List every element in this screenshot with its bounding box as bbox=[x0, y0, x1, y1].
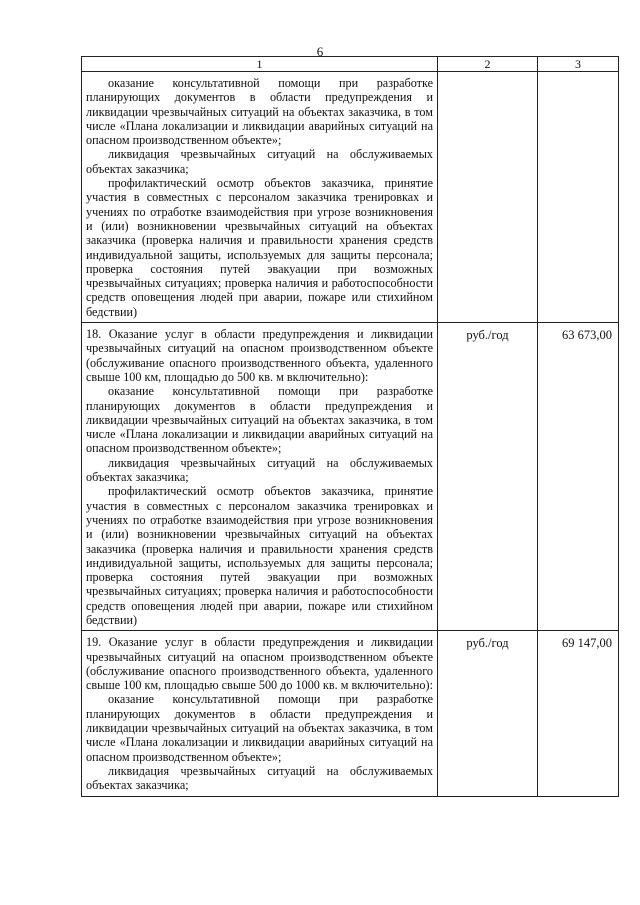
table-row bbox=[82, 631, 619, 796]
unit-cell bbox=[438, 72, 538, 323]
paragraph: оказание консультативной помощи при разработке планирующих документов в области предупреждения и ликвидации чрезвычайных ситуаций на объектах заказчика, в том числе «Плана локализации и ликвидации аварийных ситуаций на опасном производственном объекте»; bbox=[86, 692, 433, 764]
service-title: 19. Оказание услуг в области предупреждения и ликвидации чрезвычайных ситуаций на опасном производственном объекте (обслуживание опасного производственного объекта, удаленного свыше 100 км, площадью свыше 500 до 1000 кв. м включительно): bbox=[86, 635, 433, 693]
service-description bbox=[82, 631, 438, 796]
table-header-row bbox=[82, 57, 619, 72]
paragraph: оказание консультативной помощи при разработке планирующих документов в области предупреждения и ликвидации чрезвычайных ситуаций на объектах заказчика, в том числе «Плана локализации и ликвидации аварийных ситуаций на опасном производственном объекте»; bbox=[86, 384, 433, 456]
service-title: 18. Оказание услуг в области предупреждения и ликвидации чрезвычайных ситуаций на опасном производственном объекте (обслуживание опасного производственного объекта, удаленного свыше 100 км, площадью до 500 кв. м включительно): bbox=[86, 327, 433, 384]
column-header-3: 3 bbox=[538, 57, 619, 72]
paragraph: ликвидация чрезвычайных ситуаций на обслуживаемых объектах заказчика; bbox=[86, 763, 433, 793]
price-cell: 69 147,00 bbox=[538, 631, 619, 796]
price-cell bbox=[538, 72, 619, 323]
unit-cell: руб./год bbox=[438, 323, 538, 631]
service-description bbox=[82, 72, 438, 323]
page-number: 6 bbox=[316, 44, 324, 59]
column-header-1: 1 bbox=[82, 57, 438, 72]
unit-cell: руб./год bbox=[438, 631, 538, 796]
table-row bbox=[82, 72, 619, 323]
price-cell: 63 673,00 bbox=[538, 323, 619, 631]
table-row bbox=[82, 323, 619, 631]
services-table bbox=[81, 56, 619, 797]
paragraph: оказание консультативной помощи при разработке планирующих документов в области предупреждения и ликвидации чрезвычайных ситуаций на объектах заказчика, в том числе «Плана локализации и ликвидации аварийных ситуаций на опасном производственном объекте»; bbox=[86, 76, 433, 148]
paragraph: ликвидация чрезвычайных ситуаций на обслуживаемых объектах заказчика; bbox=[86, 455, 433, 485]
paragraph: ликвидация чрезвычайных ситуаций на обслуживаемых объектах заказчика; bbox=[86, 147, 433, 176]
paragraph: профилактический осмотр объектов заказчика, принятие участия в совместных с персоналом заказчика тренировках и учениях по отработке взаимодействия при угрозе возникновения и (или) возникновении чрезвычайных ситуаций на объектах заказчика (проверка наличия и правильности хранения средств индивидуальной защиты, используемых для защиты персонала; проверка состояния путей эвакуации при возможных чрезвычайных ситуациях; проверка наличия и работоспособности средств оповещения людей при аварии, пожаре или стихийном бедствии) bbox=[86, 484, 433, 627]
paragraph: профилактический осмотр объектов заказчика, принятие участия в совместных с персоналом заказчика тренировках и учениях по отработке взаимодействия при угрозе возникновения и (или) возникновении чрезвычайных ситуаций на объектах заказчика (проверка наличия и правильности хранения средств индивидуальной защиты, используемых для защиты персонала; проверка состояния путей эвакуации при возможных чрезвычайных ситуациях; проверка наличия и работоспособности средств оповещения людей при аварии, пожаре или стихийном бедствии) bbox=[86, 176, 433, 319]
service-description bbox=[82, 323, 438, 631]
column-header-2: 2 bbox=[438, 57, 538, 72]
